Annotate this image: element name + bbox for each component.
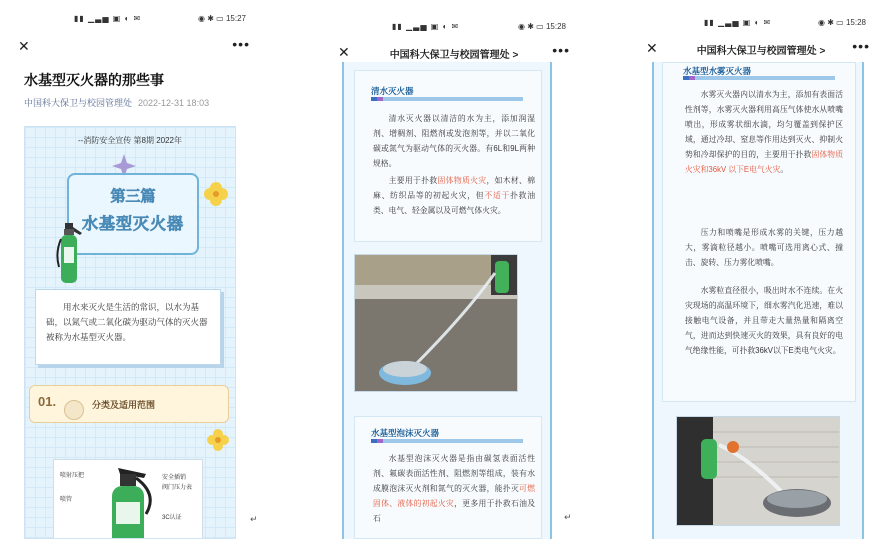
account-name-link[interactable]: 中国科大保卫与校园管理处 > xyxy=(696,46,826,57)
close-icon[interactable]: ✕ xyxy=(18,38,30,54)
card-paragraph: 清水灭火器以清洁的水为主，添加润湿剂、增稠剂、阻燃剂或发泡剂等，并以二氧化碳或氮气为驱动气体的灭火器。有6L和9L两种规格。 xyxy=(373,114,535,168)
status-bar xyxy=(330,12,578,31)
extinguisher-diagram xyxy=(53,459,203,539)
signal-icons: ▮▮ ▁▃▅ ▣ ◐ ✉ xyxy=(74,14,142,23)
card-paragraph: 水雾灭火器内以清水为主，添加有表面活性剂等，水雾灭火器利用高压气体使水从喷嘴喷出，形成雾状细水滴，均匀覆盖到保护区域，通过冷却、窒息等作用达到灭火、抑制火势和冷却保护的目的，主要用于扑救固体物质火灾和36kV 以下E电气火灾。 xyxy=(685,90,844,174)
diagram-label: 安全插销 xyxy=(162,475,187,481)
top-bar xyxy=(10,36,258,58)
chapter-heading: 第三篇 xyxy=(110,188,156,205)
section-label: 分类及适用范围 xyxy=(92,400,156,410)
more-icon[interactable]: ••• xyxy=(232,36,250,52)
card-paragraph: 压力和喷嘴是形成水雾的关键，压力越大，雾滴粒径越小。喷嘴可选用离心式、撞击、旋转、压力雾化喷嘴。 xyxy=(685,228,843,267)
title-underline xyxy=(371,439,523,443)
spray-photo-icon xyxy=(355,255,518,392)
more-icon[interactable]: ••• xyxy=(552,42,570,58)
section-number: 01. xyxy=(38,394,57,409)
status-right: ◉ ✱ ▭ 15:27 xyxy=(198,14,246,23)
phone-screen-2 xyxy=(330,0,578,539)
card-paragraph: 水雾粒直径很小，吸出时水不连续。在火灾现场的高温环境下，细水雾汽化迅速，难以接触电气设备，并且带走大量热量和隔离空气，进而达到快速灭火的效果，具有良好的电气绝缘性能，可扑救36kV以下E类电气火灾。 xyxy=(685,286,843,355)
bubble-icon xyxy=(64,400,84,420)
flower-icon xyxy=(203,181,229,207)
poster-image xyxy=(24,126,236,539)
more-icon[interactable]: ••• xyxy=(852,38,870,54)
flower-icon xyxy=(205,427,231,453)
demo-photo xyxy=(354,254,518,392)
diagram-label: 喷管 xyxy=(60,497,73,503)
clock: 15:27 xyxy=(225,14,246,23)
top-bar xyxy=(330,42,578,64)
card-foam-extinguisher xyxy=(354,416,542,539)
extinguisher-icon xyxy=(55,223,85,285)
demo-photo xyxy=(676,416,840,526)
campaign-line: --消防安全宣传 第8期 2022年 xyxy=(77,136,183,145)
card-title: 水基型水雾灭火器 xyxy=(683,66,752,76)
card-title: 水基型泡沫灭火器 xyxy=(371,428,440,438)
card-paragraph: 水基型泡沫灭火器是指由碳氢表面活性剂、氟碳表面活性剂、阻燃剂等组成，装有水成膜泡沫灭火剂和氮气的灭火器，能扑灭可燃固体、液体的初起火灾，更多用于扑救石油及石 xyxy=(373,454,536,523)
card-water-extinguisher xyxy=(354,70,542,242)
diagram-label: 喷射压把 xyxy=(60,473,85,479)
card-title: 清水灭火器 xyxy=(371,86,414,96)
chapter-box xyxy=(67,173,199,255)
clock: 15:28 xyxy=(545,22,566,31)
intro-text: 用水来灭火是生活的常识，以水为基础，以氮气或二氧化碳为驱动气体的灭火器被称为水基型灭火器。 xyxy=(35,289,221,365)
extinguisher-drawing-icon xyxy=(98,464,160,539)
article-meta xyxy=(24,96,209,109)
status-bar xyxy=(630,12,872,28)
topic-heading: 水基型灭火器 xyxy=(81,216,184,233)
status-right: ◉ ✱ ▭ 15:28 xyxy=(518,22,566,31)
card-mist-extinguisher xyxy=(662,62,856,402)
return-icon: ↵ xyxy=(564,512,572,522)
phone-screen-3 xyxy=(630,0,872,539)
publish-date: 2022-12-31 18:03 xyxy=(138,98,210,108)
title-underline xyxy=(683,76,835,80)
signal-icons: ▮▮ ▁▃▅ ▣ ◐ ✉ xyxy=(392,22,460,31)
article-body xyxy=(342,62,552,539)
account-name-link[interactable]: 中国科大保卫与校园管理处 > xyxy=(389,50,519,61)
top-bar xyxy=(630,38,872,60)
phone-screen-1 xyxy=(10,0,258,539)
close-icon[interactable]: ✕ xyxy=(646,40,658,56)
article-title: 水基型灭火器的那些事 xyxy=(24,72,164,88)
status-right: ◉ ✱ ▭ 15:28 xyxy=(818,18,866,27)
card-paragraph: 主要用于扑救固体物质火灾，如木材、棉麻、纺织品等的初起火灾，但不适于扑救油类、电气、轻金属以及可燃气体火灾。 xyxy=(373,176,536,215)
author-link[interactable]: 中国科大保卫与校园管理处 xyxy=(24,98,133,108)
signal-icons: ▮▮ ▁▃▅ ▣ ◐ ✉ xyxy=(704,18,772,27)
clock: 15:28 xyxy=(845,18,866,27)
section-header xyxy=(29,385,229,423)
close-icon[interactable]: ✕ xyxy=(338,44,350,60)
diagram-label: 阀门压力表 xyxy=(162,485,193,491)
return-icon: ↵ xyxy=(250,514,258,524)
diagram-label: 3C认证 xyxy=(162,515,182,521)
title-underline xyxy=(371,97,523,101)
status-bar xyxy=(10,12,258,28)
article-body xyxy=(652,62,864,539)
mist-photo-icon xyxy=(677,417,840,526)
